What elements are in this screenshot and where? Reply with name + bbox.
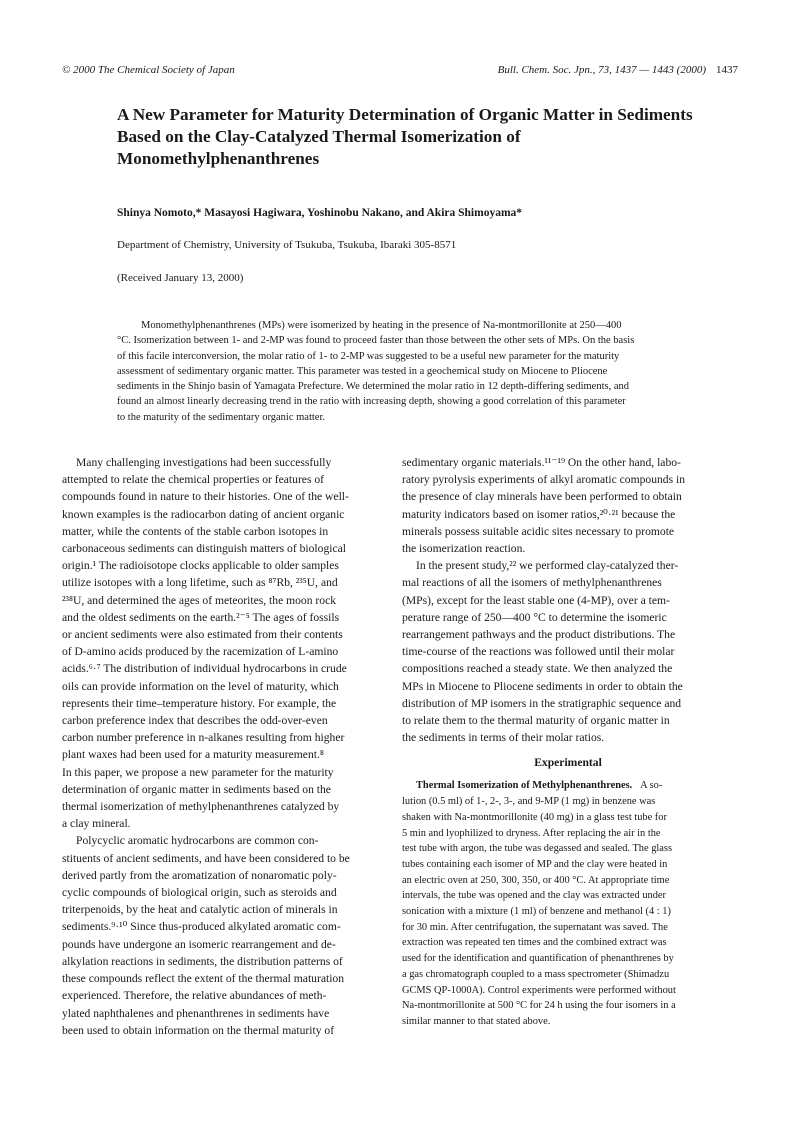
experimental-run-in-heading: Thermal Isomerization of Methylphenanthrenes. [416,780,633,792]
experimental-text: A so- lution (0.5 ml) of 1-, 2-, 3-, and 9-MP (1 mg) in benzene was shaken with Na-montmorillonite (40 mg) in a glass test tube for 5 min and lyophilized to dryness. After replacing the air in the test tube with argon, the tube was degassed and sealed. The glass tubes containing each isomer of MP and the clay were heated in an electric oven at 250, 300, 350, or 400 °C. At appropriate time intervals, the tube was opened and the clay was extracted under sonication with a mixture (1 ml) of benzene and methanol (4 : 1) for 30 min. After centrifugation, the supernatant was saved. The extraction was repeated ten times and the combined extract was used for the identification and quantification of phenanthrenes by a gas chromatograph coupled to a mass spectrometer (Shimadzu GCMS QP-1000A). Control experiments were performed without Na-montmorillonite at 500 °C for 24 h using the four isomers in a similar manner to that stated above. [402,780,676,1027]
paper-title: A New Parameter for Maturity Determination of Organic Matter in Sediments Based on the Clay-Catalyzed Thermal Isomerization of Monomethylphenanthrenes [117,105,693,168]
affiliation: Department of Chemistry, University of Tsukuba, Tsukuba, Ibaraki 305-8571 [117,239,457,251]
author-list: Shinya Nomoto,* Masayosi Hagiwara, Yoshinobu Nakano, and Akira Shimoyama* [117,207,523,219]
left-column [62,454,394,1039]
section-heading-experimental: Experimental [534,756,602,770]
journal-copyright: © 2000 The Chemical Society of Japan [62,64,235,76]
page-number: 1437 [716,64,738,76]
received-date: (Received January 13, 2000) [117,272,244,284]
intro-paragraph-1: Many challenging investigations had been successfully attempted to relate the chemical properties or features of compounds found in nature to their histories. One of the well- known examples is the radiocarbon dating of ancient organic matter, while the contents of the stable carbon isotopes in carbonaceous sediments can distinguish matters of biological origin.¹ The radioisotope clocks applicable to older samples utilize isotopes with a long lifetime, such as ⁸⁷Rb, ²³⁵U, and ²³⁸U, and determined the ages of meteorites, the moon rock and the oldest sediments on the earth.²⁻⁵ The ages of fossils or ancient sediments were also estimated from their contents of D-amino acids produced by the racemization of L-amino acids.⁶·⁷ The distribution of individual hydrocarbons in crude oils can provide information on the level of maturity, which represents their time–temperature history. For example, the carbon preference index that describes the odd-over-even carbon number preference in n-alkanes resulting from higher plant waxes had been used for a maturity measurement.⁸ In this paper, we propose a new parameter for the maturity determination of organic matter in sediments based on the thermal isomerization of methylphenanthrenes catalyzed by a clay mineral. [62,456,349,831]
abstract: Monomethylphenanthrenes (MPs) were isomerized by heating in the presence of Na-montmorillonite at 250—400 °C. Isomerization between 1- and 2-MP was found to proceed faster than those between the other sets of MPs. On the basis of this facile interconversion, the molar ratio of 1- to 2-MP was suggested to be a useful new parameter for the maturity assessment of sedimentary organic matter. This parameter was tested in a geochemical study on Miocene to Pliocene sediments in the Shinjo basin of Yamagata Prefecture. We determined the molar ratio in 12 depth-differing sediments, and found an almost linearly decreasing trend in the ratio with increasing depth, showing a good correlation of this parameter to the maturity of the sedimentary organic matter. [117,320,635,423]
intro-paragraph-4: In the present study,²² we performed clay-catalyzed ther- mal reactions of all the isomers of methylphenanthrenes (MPs), except for the least stable one (4-MP), over a tem- perature range of 250—400 °C to determine the isomeric rearrangement pathways and the product distributions. The time-course of the reactions was followed until their molar compositions reached a steady state. We then analyzed the MPs in Miocene to Pliocene sediments in order to obtain the distribution of MP isomers in the stratigraphic sequence and to relate them to the thermal maturity of organic matter in the sediments in terms of their molar ratios. [402,559,683,745]
intro-paragraph-2: Polycyclic aromatic hydrocarbons are common con- stituents of ancient sediments, and have been considered to be derived partly from the aromatization of nonaromatic poly- cyclic compounds of biological origin, such as steroids and triterpenoids, by the heat and catalytic action of minerals in sediments.⁹·¹⁰ Since thus-produced alkylated aromatic com- pounds have undergone an isomeric rearrangement and de- alkylation reactions in sediments, the distribution patterns of these compounds reflect the extent of the thermal maturation experienced. Therefore, the relative abundances of meth- ylated naphthalenes and phenanthrenes in sediments have been used to obtain information on the thermal maturity of [62,834,350,1037]
experimental-paragraph [402,778,734,1029]
right-column [402,454,734,1030]
intro-paragraph-3: sedimentary organic materials.¹¹⁻¹⁹ On the other hand, labo- ratory pyrolysis experiments of alkyl aromatic compounds in the presence of clay minerals have been performed to obtain maturity indicators based on isomer ratios,²⁰·²¹ because the minerals possess suitable acidic sites necessary to promote the isomerization reaction. [402,456,686,556]
citation-text: Bull. Chem. Soc. Jpn., 73, 1437 — 1443 (2000) [497,64,706,76]
journal-citation [498,64,738,76]
